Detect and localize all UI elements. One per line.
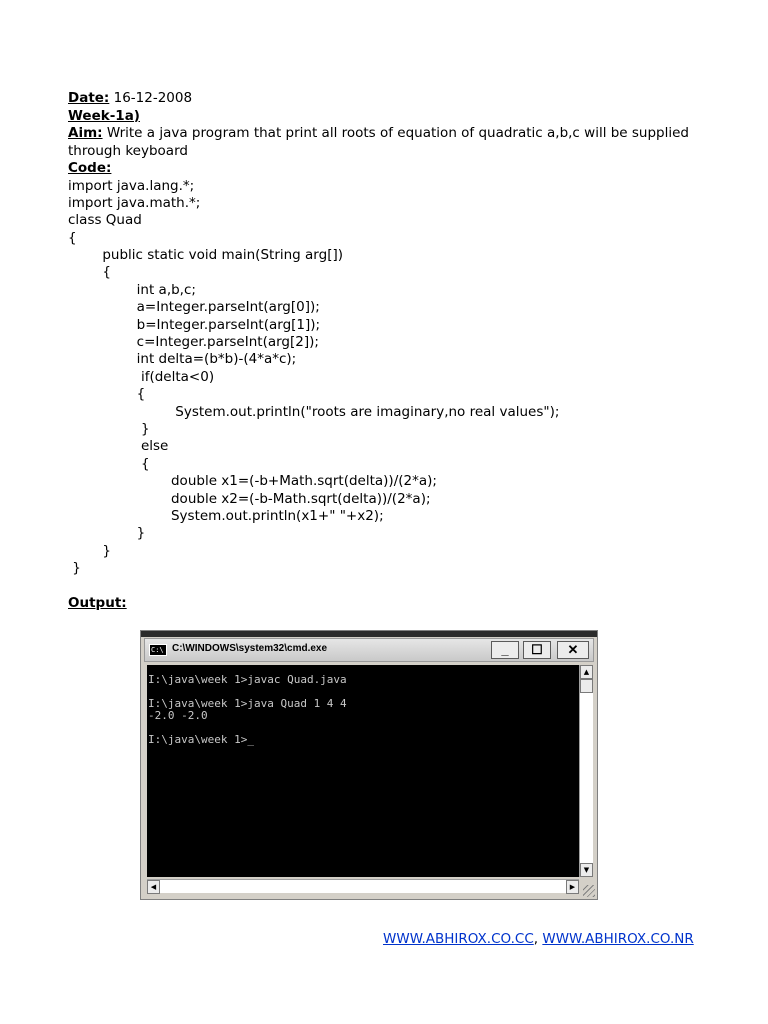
code-label: Code: [68,160,112,176]
resize-grip-icon[interactable] [583,885,595,897]
console-line: I:\java\week 1>java Quad 1 4 4 [148,697,347,710]
code-line: if(delta<0) [68,368,215,385]
code-line: else [68,438,169,455]
code-line: import java.math.*; [68,194,201,211]
code-line: class Quad [68,212,142,229]
aim-line [68,125,708,143]
code-line: int a,b,c; [68,281,196,298]
aim-label: Aim: [68,125,103,141]
close-button[interactable]: ✕ [557,641,589,659]
code-line: c=Integer.parseInt(arg[2]); [68,334,319,351]
date-value: 16-12-2008 [109,90,193,106]
date-line [68,90,708,108]
window-top-strip [141,631,597,637]
code-line: a=Integer.parseInt(arg[0]); [68,299,320,316]
code-line: } [68,542,111,559]
code-line: } [68,525,146,542]
code-line: System.out.println(x1+" "+x2); [68,507,384,524]
code-line: double x2=(-b-Math.sqrt(delta))/(2*a); [68,490,431,507]
console-output[interactable] [147,665,579,877]
week-label: Week-1a) [68,107,140,124]
scroll-down-arrow-icon[interactable]: ▼ [580,863,593,877]
code-line: double x1=(-b+Math.sqrt(delta))/(2*a); [68,473,437,490]
code-line: import java.lang.*; [68,177,195,194]
date-label: Date: [68,90,110,106]
code-line: { [68,264,111,281]
scroll-up-arrow-icon[interactable]: ▲ [580,665,593,679]
output-label: Output: [68,595,127,612]
minimize-button[interactable]: _ [491,641,519,659]
code-line: { [68,229,77,246]
footer-link-cc[interactable]: WWW.ABHIROX.CO.CC [383,931,534,947]
code-line: public static void main(String arg[]) [68,247,343,264]
scroll-left-arrow-icon[interactable]: ◀ [147,880,160,894]
code-line: int delta=(b*b)-(4*a*c); [68,351,297,368]
code-line: System.out.println("roots are imaginary,no real values"); [68,403,560,420]
output-heading [68,595,708,613]
footer-links [383,931,694,947]
code-line: { [68,386,146,403]
aim-text: Write a java program that print all roots of equation of quadratic a,b,c will be supplied [102,125,690,141]
document-body [68,90,708,613]
cmd-window-title: C:\WINDOWS\system32\cmd.exe [172,643,328,654]
maximize-button[interactable]: ☐ [523,641,551,659]
scroll-right-arrow-icon[interactable]: ▶ [566,880,579,894]
vertical-scrollbar[interactable] [579,665,593,877]
horizontal-scrollbar[interactable] [147,879,579,893]
console-line: I:\java\week 1>_ [148,733,254,746]
cmd-app-icon: C:\ [149,644,167,656]
console-line: I:\java\week 1>javac Quad.java [148,673,347,686]
week-line [68,108,708,126]
code-line: { [68,455,150,472]
cmd-titlebar[interactable] [144,638,594,662]
code-line: b=Integer.parseInt(arg[1]); [68,316,321,333]
aim-line-2: through keyboard [68,142,188,159]
footer-separator: , [533,931,543,947]
footer-link-nr[interactable]: WWW.ABHIROX.CO.NR [542,931,694,947]
console-line: -2.0 -2.0 [148,709,208,722]
code-line: } [68,560,81,577]
scroll-thumb[interactable] [580,679,593,693]
cmd-window-screenshot [140,630,598,900]
code-block [68,178,708,578]
code-heading [68,160,708,178]
code-line: } [68,420,150,437]
